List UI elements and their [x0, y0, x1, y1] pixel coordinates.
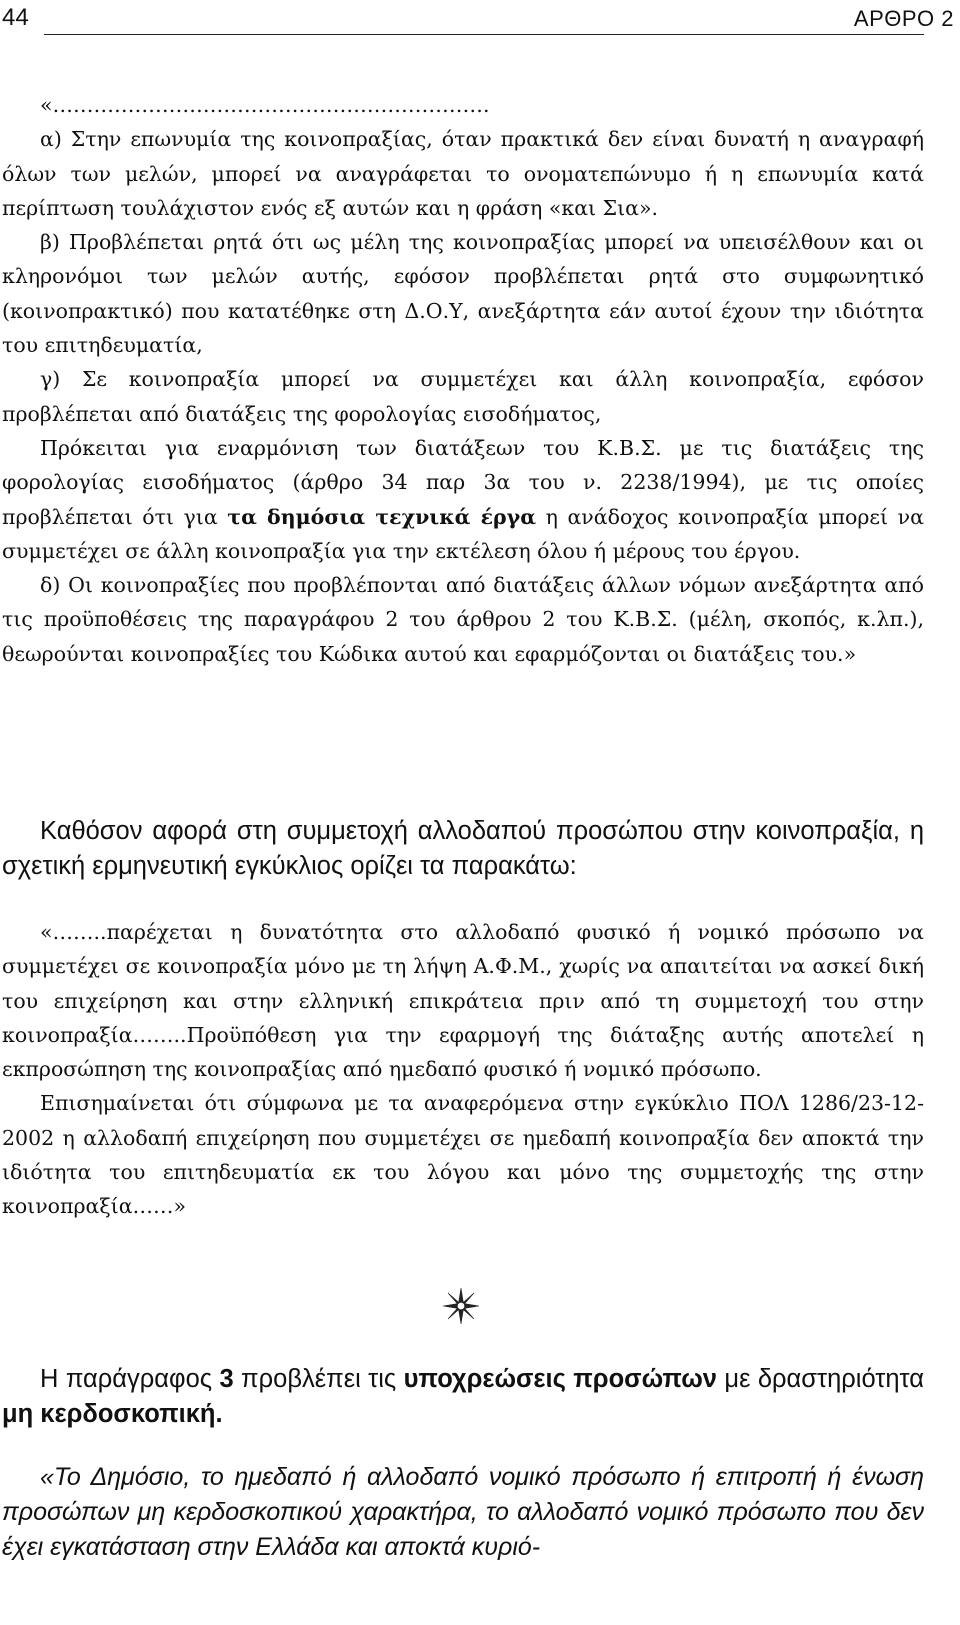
paragraph-note: [2, 431, 924, 568]
note-text-2: η ανάδοχος κοινοπραξία μπορεί να συμμετέχει σε άλλη κοινοπραξία για την εκτέλεση όλου ή μέρους του έργου.: [2, 504, 924, 563]
compass-star-ornament-icon: [441, 1286, 481, 1326]
note-text-1: Πρόκειται για εναρμόνιση των διατάξεων του Κ.Β.Σ. με τις διατάξεις της φορολογίας εισοδήματος (άρθρο 34 παρ 3α του ν. 2238/1994), με τις οποίες προβλέπεται ότι για: [2, 435, 924, 529]
section-3-paragraph: [2, 1362, 924, 1432]
section-3-text-2: προβλέπει τις: [233, 1365, 404, 1393]
paragraph-d: δ) Οι κοινοπραξίες που προβλέπονται από διατάξεις άλλων νόμων ανεξάρτητα από τις προϋποθέσεις της παραγράφου 2 του άρθρου 2 του Κ.Β.Σ. (μέλη, σκοπός, κ.λπ.), θεωρούνται κοινοπραξίες του Κώδικα αυτού και εφαρμόζονται οι διατάξεις του.»: [2, 573, 924, 666]
quote-block-3: [2, 1460, 924, 1565]
section-3-bold-1: 3: [219, 1365, 234, 1393]
quote2-paragraph-2: Επισημαίνεται ότι σύμφωνα με τα αναφερόμενα στην εγκύκλιο ΠΟΛ 1286/23-12-2002 η αλλοδαπή επιχείρηση που συμμετέχει σε ημεδαπή κοινοπραξία δεν αποκτά την ιδιότητα του επιτηδευματία εκ του λόγου και μόνο της συμμετοχής της στην κοινοπραξία……»: [2, 1091, 924, 1219]
section-2-text: [2, 814, 924, 884]
paragraph-b: β) Προβλέπεται ρητά ότι ως μέλη της κοινοπραξίας μπορεί να υπεισέλθουν και οι κληρονόμοι των μελών αυτής, εφόσον προβλέπεται ρητά στο συμφωνητικό (κοινοπρακτικό) που κατατέθηκε στη Δ.Ο.Υ, ανεξάρτητα εάν αυτοί έχουν την ιδιότητα του επιτηδευματία,: [2, 230, 924, 358]
section-3-text-1: Η παράγραφος: [40, 1365, 220, 1393]
section-3-text-3: με δραστηριότητα: [716, 1365, 924, 1393]
page-number: 44: [2, 4, 29, 31]
quote-block-1: [2, 88, 924, 671]
quote-opening: «……………………………………………………….: [40, 93, 490, 117]
section-2-paragraph: Καθόσον αφορά στη συμμετοχή αλλοδαπού προσώπου στην κοινοπραξία, η σχετική ερμηνευτική εγκύκλιος ορίζει τα παρακάτω:: [2, 817, 924, 880]
section-3-text: [2, 1362, 924, 1432]
section-3-bold-2: υποχρεώσεις προσώπων: [403, 1365, 717, 1393]
note-bold-text: τα δημόσια τεχνικά έργα: [227, 504, 536, 529]
paragraph-c: γ) Σε κοινοπραξία μπορεί να συμμετέχει και άλλη κοινοπραξία, εφόσον προβλέπεται από διατάξεις της φορολογίας εισοδήματος,: [2, 367, 924, 426]
quote2-paragraph-1: «……..παρέχεται η δυνατότητα στο αλλοδαπό φυσικό ή νομικό πρόσωπο να συμμετέχει σε κοινοπραξία μόνο με τη λήψη Α.Φ.Μ., χωρίς να απαιτείται να ασκεί δική του επιχείρηση και στην ελληνική επικράτεια πριν από τη συμμετοχή του στην κοινοπραξία……..Προϋπόθεση για την εφαρμογή της διάταξης αυτής αποτελεί η εκπροσώπηση της κοινοπραξίας από ημεδαπό φυσικό ή νομικό πρόσωπο.: [2, 920, 924, 1082]
header-rule: [44, 34, 924, 35]
page-header: [0, 4, 960, 38]
paragraph-a: α) Στην επωνυμία της κοινοπραξίας, όταν πρακτικά δεν είναι δυνατή η αναγραφή όλων των μελών, μπορεί να αναγράφεται το ονοματεπώνυμο ή η επωνυμία κατά περίπτωση τουλάχιστον ενός εξ αυτών και η φράση «και Σια».: [2, 127, 924, 220]
quote3-paragraph: «Το Δημόσιο, το ημεδαπό ή αλλοδαπό νομικό πρόσωπο ή επιτροπή ή ένωση προσώπων μη κερδοσκοπικού χαρακτήρα, το αλλοδαπό νομικό πρόσωπο που δεν έχει εγκατάσταση στην Ελλάδα και αποκτά κυριό-: [2, 1463, 924, 1561]
quote-block-2: [2, 915, 924, 1224]
section-3-bold-3: μη κερδοσκοπική.: [2, 1400, 223, 1428]
running-title: ΑΡΘΡΟ 2: [853, 6, 954, 31]
